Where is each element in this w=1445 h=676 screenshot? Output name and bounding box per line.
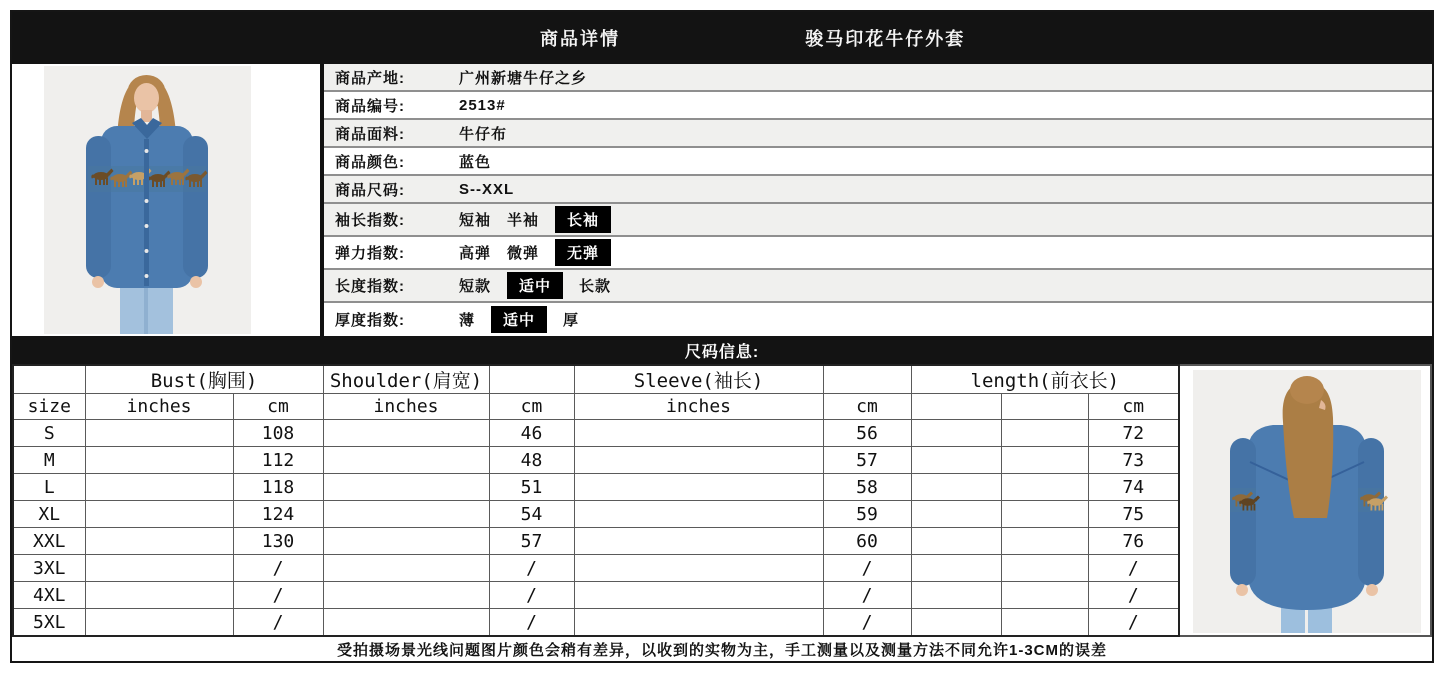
size-row-xl bbox=[13, 501, 1179, 528]
footer-row bbox=[12, 637, 1432, 661]
shoulder-inches-cell bbox=[323, 609, 489, 636]
sleeve-cm-cell: 59 bbox=[823, 501, 911, 528]
page-frame bbox=[10, 10, 1434, 663]
sleeve-cm-cell: 56 bbox=[823, 420, 911, 447]
empty-cell bbox=[911, 474, 1001, 501]
option-long-sleeve-selected: 长袖 bbox=[555, 206, 611, 233]
color-label: 商品颜色: bbox=[335, 153, 405, 171]
product-info-table bbox=[320, 64, 1432, 336]
empty-sub-header bbox=[911, 394, 1001, 420]
size-row-m bbox=[13, 447, 1179, 474]
sleeve-inches-header: inches bbox=[574, 394, 823, 420]
size-cell: XXL bbox=[13, 528, 85, 555]
length-group-header: length(前衣长) bbox=[911, 365, 1179, 394]
shoulder-inches-cell bbox=[323, 447, 489, 474]
stretch-index-label: 弹力指数: bbox=[335, 245, 405, 262]
size-cell: S bbox=[13, 420, 85, 447]
size-row-4xl bbox=[13, 582, 1179, 609]
sleeve-inches-cell bbox=[574, 555, 823, 582]
empty-cell bbox=[1001, 582, 1088, 609]
color-value: 蓝色 bbox=[459, 153, 492, 171]
shoulder-cm-cell: 46 bbox=[489, 420, 574, 447]
sleeve-cm-header: cm bbox=[823, 394, 911, 420]
index-row-length bbox=[324, 270, 1432, 303]
empty-sub-header bbox=[1001, 394, 1088, 420]
front-photo-cell bbox=[12, 64, 320, 336]
shoulder-cm-cell: 48 bbox=[489, 447, 574, 474]
shoulder-inches-cell bbox=[323, 420, 489, 447]
bust-cm-cell: / bbox=[233, 582, 323, 609]
option-thick: 厚 bbox=[563, 312, 580, 329]
empty-cell bbox=[911, 420, 1001, 447]
size-col-header: size bbox=[13, 394, 85, 420]
shoulder-inches-cell bbox=[323, 528, 489, 555]
length-cm-cell: 74 bbox=[1088, 474, 1179, 501]
fabric-value: 牛仔布 bbox=[459, 125, 508, 143]
bust-inches-cell bbox=[85, 447, 233, 474]
front-photo bbox=[44, 66, 251, 334]
bust-inches-cell bbox=[85, 420, 233, 447]
length-cm-cell: 73 bbox=[1088, 447, 1179, 474]
shoulder-inches-header: inches bbox=[323, 394, 489, 420]
bust-cm-cell: 124 bbox=[233, 501, 323, 528]
bust-inches-cell bbox=[85, 528, 233, 555]
empty-cell bbox=[1001, 474, 1088, 501]
empty-cell bbox=[1001, 447, 1088, 474]
size-row-s bbox=[13, 420, 1179, 447]
empty-header-cell bbox=[489, 365, 574, 394]
size-row-l bbox=[13, 474, 1179, 501]
size-cell: XL bbox=[13, 501, 85, 528]
sleeve-cm-cell: 57 bbox=[823, 447, 911, 474]
bust-cm-header: cm bbox=[233, 394, 323, 420]
option-short-cut: 短款 bbox=[459, 278, 492, 295]
bust-inches-cell bbox=[85, 474, 233, 501]
bust-inches-cell bbox=[85, 582, 233, 609]
shoulder-group-header: Shoulder(肩宽) bbox=[323, 365, 489, 394]
option-medium-selected: 适中 bbox=[491, 306, 547, 333]
size-section bbox=[12, 364, 1432, 637]
sku-value: 2513# bbox=[459, 96, 506, 114]
stretch-index-options bbox=[459, 239, 627, 266]
back-photo bbox=[1193, 370, 1421, 633]
length-cm-cell: / bbox=[1088, 582, 1179, 609]
bust-cm-cell: 130 bbox=[233, 528, 323, 555]
option-high-stretch: 高弹 bbox=[459, 245, 492, 262]
fabric-label: 商品面料: bbox=[335, 125, 405, 143]
shoulder-cm-cell: 51 bbox=[489, 474, 574, 501]
option-short-sleeve: 短袖 bbox=[459, 212, 492, 229]
index-row-thickness bbox=[324, 303, 1432, 336]
bust-cm-cell: / bbox=[233, 555, 323, 582]
shoulder-inches-cell bbox=[323, 582, 489, 609]
sleeve-inches-cell bbox=[574, 447, 823, 474]
size-chart-table bbox=[12, 364, 1180, 637]
shoulder-cm-cell: / bbox=[489, 609, 574, 636]
thickness-index-options bbox=[459, 306, 595, 333]
index-row-sleeve-length bbox=[324, 204, 1432, 237]
size-cell: 5XL bbox=[13, 609, 85, 636]
shoulder-inches-cell bbox=[323, 555, 489, 582]
thickness-index-label: 厚度指数: bbox=[335, 312, 405, 329]
diagonal-cell bbox=[13, 365, 85, 394]
option-no-stretch-selected: 无弹 bbox=[555, 239, 611, 266]
origin-value: 广州新塘牛仔之乡 bbox=[459, 69, 588, 87]
sleeve-cm-cell: / bbox=[823, 582, 911, 609]
bust-inches-cell bbox=[85, 609, 233, 636]
shoulder-cm-cell: / bbox=[489, 555, 574, 582]
bust-inches-header: inches bbox=[85, 394, 233, 420]
size-cell: 4XL bbox=[13, 582, 85, 609]
bust-cm-cell: 108 bbox=[233, 420, 323, 447]
bust-cm-cell: / bbox=[233, 609, 323, 636]
empty-header-cell bbox=[823, 365, 911, 394]
empty-cell bbox=[911, 555, 1001, 582]
info-row-origin bbox=[324, 64, 1432, 92]
bust-cm-cell: 112 bbox=[233, 447, 323, 474]
header-bar bbox=[12, 12, 1432, 64]
back-photo-cell bbox=[1180, 364, 1432, 637]
size-cell: L bbox=[13, 474, 85, 501]
length-cm-cell: / bbox=[1088, 555, 1179, 582]
sleeve-inches-cell bbox=[574, 582, 823, 609]
header-group-row bbox=[13, 365, 1179, 394]
size-info-bar bbox=[12, 336, 1432, 364]
size-row-xxl bbox=[13, 528, 1179, 555]
empty-cell bbox=[1001, 501, 1088, 528]
empty-cell bbox=[1001, 555, 1088, 582]
length-cm-cell: / bbox=[1088, 609, 1179, 636]
empty-cell bbox=[911, 528, 1001, 555]
length-cm-cell: 75 bbox=[1088, 501, 1179, 528]
empty-cell bbox=[911, 582, 1001, 609]
option-half-sleeve: 半袖 bbox=[507, 212, 540, 229]
detail-title: 商品详情 bbox=[540, 29, 620, 50]
bust-group-header: Bust(胸围) bbox=[85, 365, 323, 394]
info-row-fabric bbox=[324, 120, 1432, 148]
size-cell: M bbox=[13, 447, 85, 474]
option-long-cut: 长款 bbox=[579, 278, 612, 295]
sleeve-cm-cell: 60 bbox=[823, 528, 911, 555]
sizes-label: 商品尺码: bbox=[335, 181, 405, 199]
length-index-options bbox=[459, 272, 627, 299]
sleeve-index-options bbox=[459, 206, 627, 233]
sku-label: 商品编号: bbox=[335, 97, 405, 115]
sleeve-cm-cell: / bbox=[823, 555, 911, 582]
shoulder-inches-cell bbox=[323, 474, 489, 501]
length-cm-cell: 76 bbox=[1088, 528, 1179, 555]
length-cm-cell: 72 bbox=[1088, 420, 1179, 447]
empty-cell bbox=[911, 447, 1001, 474]
sleeve-inches-cell bbox=[574, 609, 823, 636]
option-slight-stretch: 微弹 bbox=[507, 245, 540, 262]
sleeve-index-label: 袖长指数: bbox=[335, 212, 405, 229]
bust-cm-cell: 118 bbox=[233, 474, 323, 501]
empty-cell bbox=[1001, 420, 1088, 447]
sleeve-group-header: Sleeve(袖长) bbox=[574, 365, 823, 394]
shoulder-cm-cell: / bbox=[489, 582, 574, 609]
info-row-sku bbox=[324, 92, 1432, 120]
footer-note: 受拍摄场景光线问题图片颜色会稍有差异，以收到的实物为主，手工测量以及测量方法不同允许1-3CM的误差 bbox=[336, 641, 1107, 659]
product-info-section bbox=[12, 64, 1432, 336]
bust-inches-cell bbox=[85, 555, 233, 582]
size-info-title: 尺码信息: bbox=[684, 343, 760, 361]
shoulder-cm-cell: 54 bbox=[489, 501, 574, 528]
info-row-color bbox=[324, 148, 1432, 176]
sleeve-inches-cell bbox=[574, 501, 823, 528]
info-row-sizes bbox=[324, 176, 1432, 204]
empty-cell bbox=[1001, 528, 1088, 555]
sub-header-row bbox=[13, 394, 1179, 420]
size-row-5xl bbox=[13, 609, 1179, 636]
empty-cell bbox=[911, 609, 1001, 636]
sleeve-inches-cell bbox=[574, 474, 823, 501]
index-row-stretch bbox=[324, 237, 1432, 270]
sleeve-inches-cell bbox=[574, 420, 823, 447]
sleeve-cm-cell: / bbox=[823, 609, 911, 636]
option-thin: 薄 bbox=[459, 312, 476, 329]
sizes-value: S--XXL bbox=[459, 180, 515, 198]
sleeve-cm-cell: 58 bbox=[823, 474, 911, 501]
size-row-3xl bbox=[13, 555, 1179, 582]
size-cell: 3XL bbox=[13, 555, 85, 582]
origin-label: 商品产地: bbox=[335, 69, 405, 87]
product-title: 骏马印花牛仔外套 bbox=[805, 29, 966, 50]
option-regular-cut-selected: 适中 bbox=[507, 272, 563, 299]
sleeve-inches-cell bbox=[574, 528, 823, 555]
empty-cell bbox=[1001, 609, 1088, 636]
length-cm-header: cm bbox=[1088, 394, 1179, 420]
length-index-label: 长度指数: bbox=[335, 278, 405, 295]
shoulder-cm-header: cm bbox=[489, 394, 574, 420]
empty-cell bbox=[911, 501, 1001, 528]
shoulder-inches-cell bbox=[323, 501, 489, 528]
bust-inches-cell bbox=[85, 501, 233, 528]
shoulder-cm-cell: 57 bbox=[489, 528, 574, 555]
